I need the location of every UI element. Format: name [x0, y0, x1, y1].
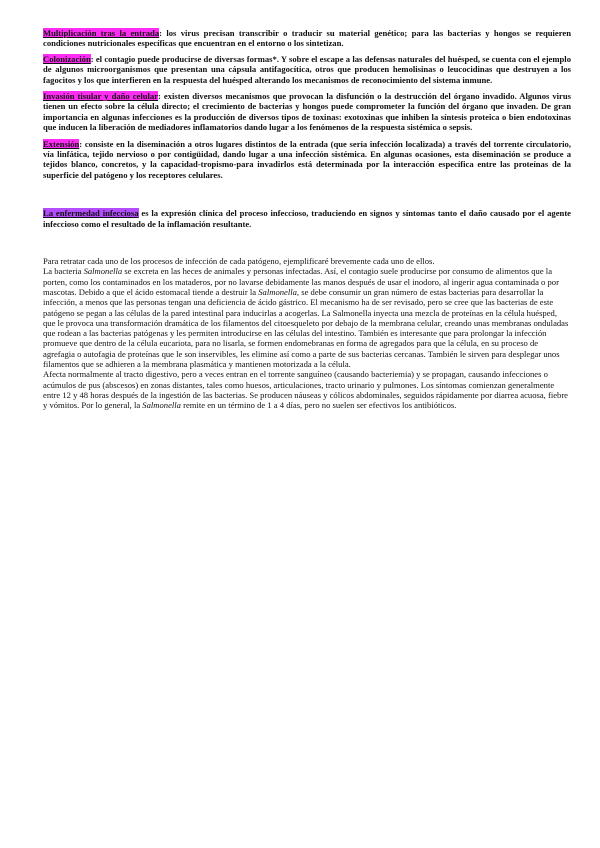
- paragraph-multiplicacion: [43, 28, 571, 49]
- text-run: Afecta normalmente al tracto digestivo, pero a veces entran en el torrente sanguíneo (causando bacteriemia) y se propagan, causando infecciones o acúmulos de pus (abscesos) en zonas distantes, tales como huesos, articulaciones, tracto urinario y pulmones. Los síntomas comienzan generalmente entre 12 y 48 horas después de la ingestión de las bacterias. Se producen náuseas y cólicos abdominales, seguidos rápidamente por diarrea acuosa, fiebre y vómitos. Por lo general, la: [43, 369, 568, 411]
- term-colonizacion: Colonización: [43, 53, 91, 64]
- text-run: remite en un término de 1 a 4 días, pero no suelen ser efectivos los antibióticos.: [180, 400, 457, 411]
- paragraph-text: es la expresión clínica del proceso infeccioso, traduciendo en signos y síntomas tanto el daño causado por el agente infeccioso como el resultado de la inflamación resultante.: [43, 208, 571, 229]
- paragraph-text: : consiste en la diseminación a otros lugares distintos de la entrada (que sería infección localizada) a través del torrente circulatorio, vía linfática, tejido nervioso o por contigüidad, dando lugar a una infección sistémica. En algunas ocasiones, esta diseminación se produce a tejidos blanco, concretos, y la capacidad-tropismo-para invadirlos está determinada por la interacción específica entre las proteínas de la superficie del patógeno y los receptores celulares.: [43, 138, 571, 180]
- text-run: La bacteria: [43, 266, 84, 277]
- paragraph-extension: [43, 139, 571, 181]
- paragraph-text: : existen diversos mecanismos que provocan la disfunción o la destrucción del órgano invadido. Algunos virus tienen un efecto sobre la célula directo; el crecimiento de bacterias y hongos puede comprometer la función del órgano que invaden. De gran importancia en algunas infecciones es la producción de diversos tipos de toxinas: exotoxinas que inhiben la síntesis proteica o bien endotoxinas que inducen la liberación de mediadores inflamatorios dando lugar a los fenómenos de la respuesta sistémica o sepsis.: [43, 91, 571, 133]
- story-paragraph-2: [43, 369, 571, 410]
- story-paragraph-1: [43, 266, 571, 369]
- text-run: se excreta en las heces de animales y personas infectadas. Así, el contagio suele producirse por consumo de alimentos que la porten, como los contaminados en los mataderos, por no lavarse debidamente las manos después de usar el inodoro, al ingerir agua contaminada o por mascotas. Debido a que el ácido estomacal tiende a destruir la: [43, 266, 559, 297]
- paragraph-text: : el contagio puede producirse de diversas formas*. Y sobre el escape a las defensas naturales del huésped, se cuenta con el ejemplo de algunos microorganismos que presentan una cápsula antifagocítica, otros que producen hemolisinas o leucocidinas que destruyen a los fagocitos y los que interfieren en la respuesta del huésped alterando los mecanismos de reconocimiento del sistema inmune.: [43, 53, 571, 85]
- story-intro: Para retratar cada uno de los procesos de infección de cada patógeno, ejemplificaré brevemente cada uno de ellos.: [43, 256, 435, 267]
- paragraph-text: : los virus precisan transcribir o traducir su material genético; para las bacterias y hongos se requieren condiciones nutricionales específicas que encuentran en el entorno o los sintetizan.: [43, 28, 572, 49]
- paragraph-invasion: [43, 91, 571, 133]
- italic-term: Salmonella: [142, 400, 181, 411]
- document-page: [43, 28, 571, 411]
- term-invasion: Invasión tisular y daño celular: [43, 91, 159, 102]
- term-extension: Extensión: [43, 138, 80, 149]
- italic-term: Salmonella: [83, 266, 123, 277]
- italic-term: Salmonella: [258, 286, 297, 297]
- text-run: , se debe consumir un gran número de estas bacterias para desarrollar la infección, a menos que las personas tengan una deficiencia de ácido gástrico. El mecanismo ha de ser revisado, pero se cree que las bacterias de este patógeno se pegan a las células de la pared intestinal para inducirlas a acogerlas. La Salmonella inyecta una mezcla de proteínas en la célula huésped, que le provoca una transformación dramática de los filamentos del citoesqueleto por debajo de la membrana celular, creando unas membranas onduladas que rodean a las bacterias patógenas y les permiten introducirse en las células del intestino. También es interesante que para prolongar la infección promueve que dentro de la célula eucariota, para no lisarla, se formen endomebranas en forma de agregados para que la célula, en su proceso de agrefagia o autofagia de proteínas que le son inservibles, les elimine así como a parte de sus bacterias cercanas. También le sirven para desplegar unos filamentos que se adhieren a la membrana plasmática y mantienen motorizada a la célula.: [43, 286, 569, 370]
- salmonella-story: [43, 256, 571, 410]
- term-enfermedad: La enfermedad infecciosa: [43, 208, 139, 219]
- term-multiplicacion: Multiplicación tras la entrada: [43, 28, 160, 38]
- paragraph-colonizacion: [43, 54, 571, 85]
- paragraph-enfermedad: [43, 208, 571, 229]
